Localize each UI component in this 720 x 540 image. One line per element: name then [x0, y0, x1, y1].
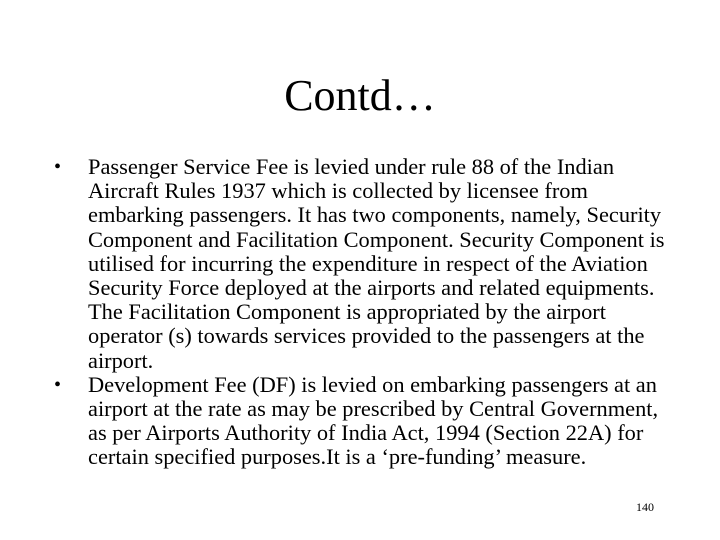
slide-title: Contd… [284, 71, 436, 120]
bullet-icon: • [54, 156, 62, 178]
bullet-text: Passenger Service Fee is levied under rule 88 of the Indian Aircraft Rules 1937 which is collected by licensee from embarking passengers. It has two components, namely, Security Component and Facilitation Component. Security Component is utilised for incurring the expenditure in respect of the Aviation Security Force deployed at the airports and related equipments. The Facilitation Component is appropriated by the airport operator (s) towards services provided to the passengers at the airport. [88, 154, 665, 373]
bullet-icon: • [54, 373, 62, 396]
bullet-item-passenger-service-fee [52, 155, 672, 373]
bullet-item-development-fee [52, 373, 672, 470]
slide-number: 140 [636, 500, 654, 514]
bullet-list [52, 155, 672, 470]
bullet-text: Development Fee (DF) is levied on embarking passengers at an airport at the rate as may be prescribed by Central Government, as per Airports Authority of India Act, 1994 (Section 22A) for certain specified purposes.It is a ‘pre-funding’ measure. [88, 371, 659, 470]
